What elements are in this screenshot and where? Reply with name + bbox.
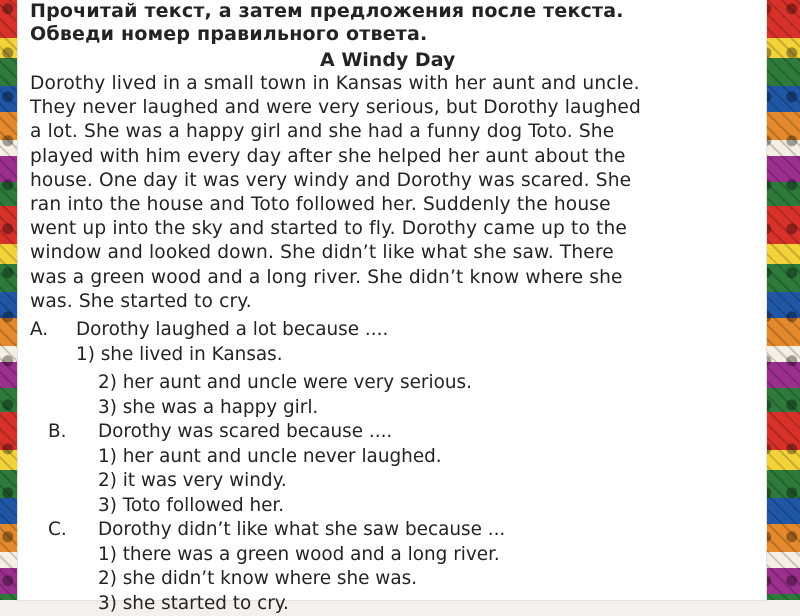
question-label: A.: [30, 319, 49, 341]
answer-option[interactable]: 3) Toto followed her.: [98, 494, 285, 516]
worksheet-content: [30, 0, 766, 616]
question-prompt: Dorothy was scared because ....: [98, 421, 393, 443]
story-line: Dorothy lived in a small town in Kansas with her aunt and uncle.: [30, 73, 640, 94]
answer-option[interactable]: 1) she lived in Kansas.: [76, 343, 283, 365]
answer-option[interactable]: 1) her aunt and uncle never laughed.: [98, 445, 442, 467]
story-line: was. She started to cry.: [30, 290, 252, 312]
story-title: A Windy Day: [320, 49, 456, 71]
answer-option[interactable]: 3) she was a happy girl.: [98, 396, 319, 418]
decorative-border-left: [0, 0, 20, 600]
story-line: house. One day it was very windy and Dorothy was scared. She: [30, 169, 632, 191]
question-prompt: Dorothy didn’t like what she saw because ...: [98, 519, 506, 541]
question-label: C.: [48, 519, 67, 541]
answer-option[interactable]: 2) her aunt and uncle were very serious.: [98, 372, 472, 394]
story-line: was a green wood and a long river. She didn’t know where she: [30, 266, 623, 288]
story-line: They never laughed and were very serious, but Dorothy laughed: [30, 97, 641, 119]
instruction-line-1: Прочитай текст, а затем предложения после текста.: [30, 0, 624, 22]
worksheet-page: [18, 0, 766, 614]
question-prompt: Dorothy laughed a lot because ....: [76, 319, 389, 341]
question-a: [30, 318, 766, 420]
story-line: went up into the sky and started to fly. Dorothy came up to the: [30, 218, 628, 240]
instruction-line-2: Обведи номер правильного ответа.: [30, 23, 428, 45]
answer-option[interactable]: 3) she started to cry.: [98, 592, 289, 614]
question-label: B.: [48, 421, 67, 443]
story-line: window and looked down. She didn’t like what she saw. There: [30, 242, 614, 264]
story-line: a lot. She was a happy girl and she had a funny dog Toto. She: [30, 121, 615, 143]
answer-option[interactable]: 2) she didn’t know where she was.: [98, 568, 418, 590]
story-line: played with him every day after she helped her aunt about the: [30, 145, 626, 167]
answer-option[interactable]: 1) there was a green wood and a long river.: [98, 543, 500, 565]
answer-option[interactable]: 2) it was very windy.: [98, 470, 287, 492]
question-c: [30, 518, 766, 616]
story-text: [30, 72, 766, 314]
story-line: ran into the house and Toto followed her. Suddenly the house: [30, 194, 611, 216]
question-b: [30, 420, 766, 518]
